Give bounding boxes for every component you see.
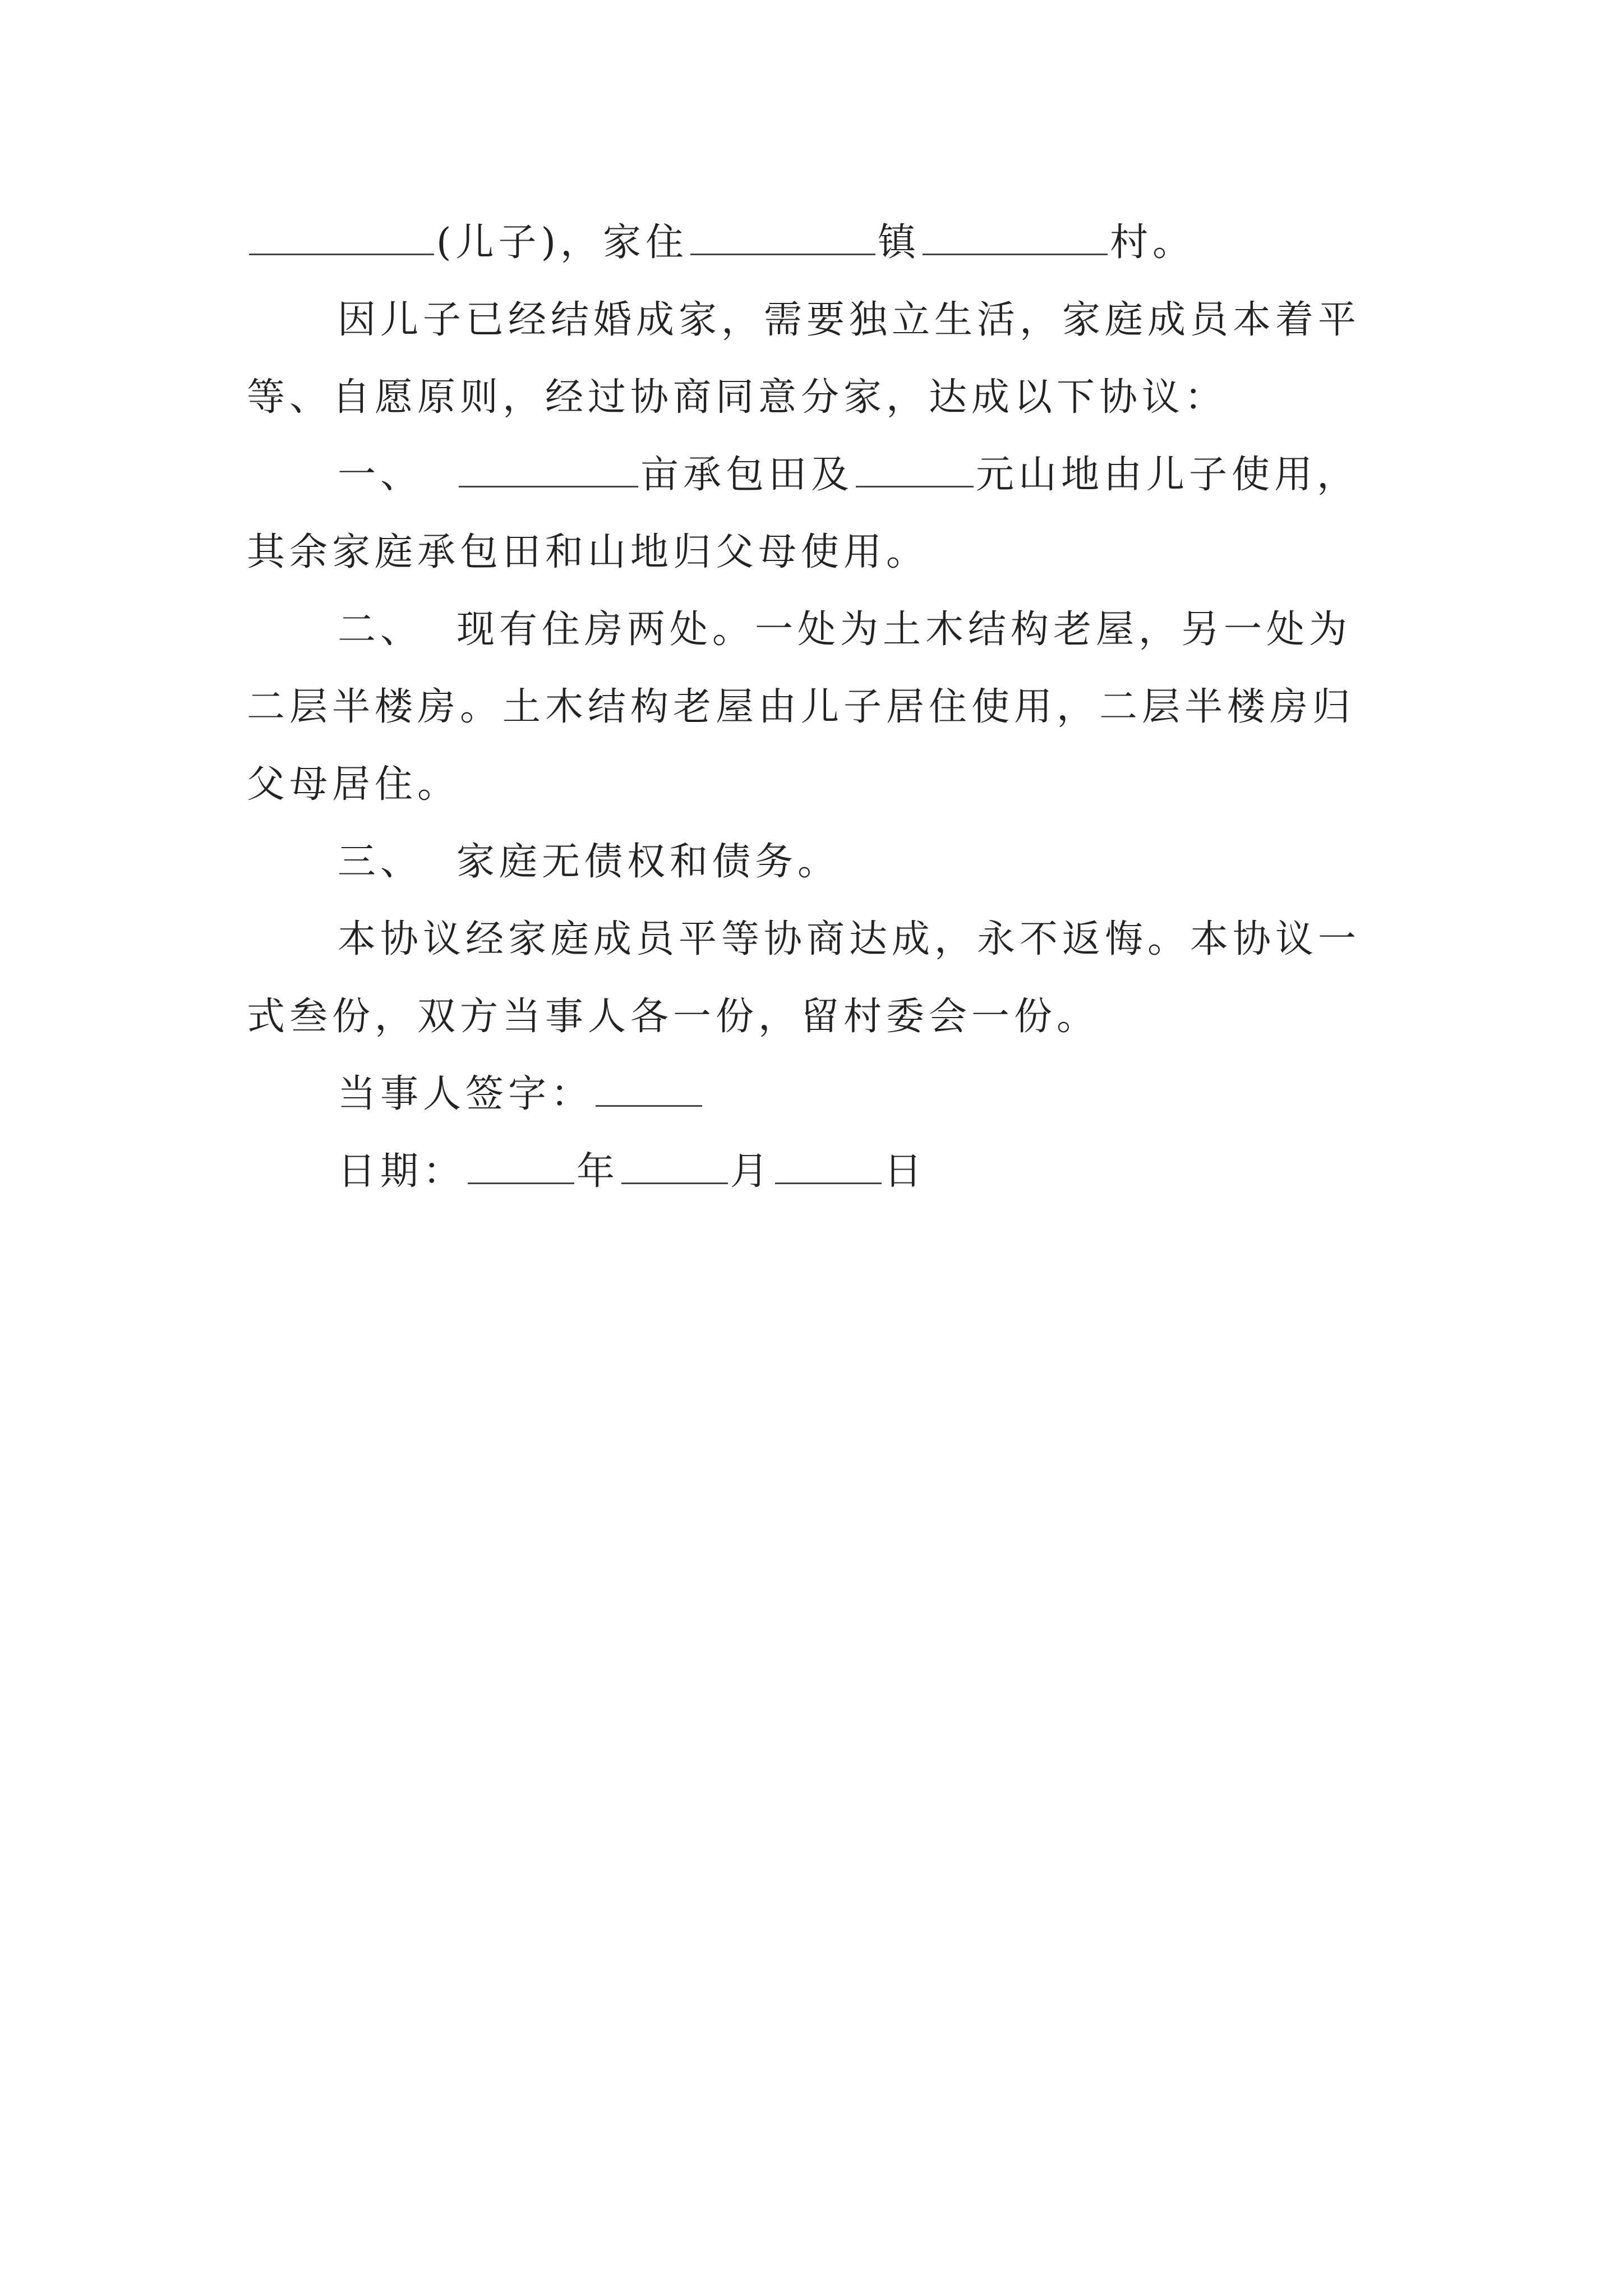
- agreement-body: [247, 204, 1391, 1211]
- item-2-line-1: [247, 591, 1391, 669]
- item-3-text: 家庭无债权和债务。: [457, 840, 841, 884]
- village-blank: [923, 220, 1108, 255]
- son-name-blank: [249, 220, 434, 255]
- item-3-line: [247, 823, 1391, 901]
- item-2-line-2: 二层半楼房。土木结构老屋由儿子居住使用，二层半楼房归: [247, 685, 1355, 729]
- date-label: 日期：: [338, 1149, 466, 1194]
- son-residence-line: [247, 204, 1391, 282]
- year-blank: [468, 1149, 574, 1184]
- item-1-line-2: 其余家庭承包田和山地归父母使用。: [247, 530, 929, 574]
- item-1-text-a: 亩承包田及: [640, 453, 854, 497]
- item-3-number: 三、: [338, 840, 423, 884]
- day-label: 日: [884, 1149, 927, 1194]
- preamble-line-1: 因儿子已经结婚成家，需要独立生活，家庭成员本着平: [338, 298, 1361, 342]
- closing-line-1: 本协议经家庭成员平等协商达成，永不返悔。本协议一: [338, 917, 1361, 961]
- son-residence-text-a: (儿子)，家住: [436, 220, 689, 265]
- mountain-land-blank: [856, 452, 974, 487]
- item-1-number: 一、: [338, 453, 423, 497]
- signature-line: [247, 1056, 1391, 1133]
- item-2-text: 现有住房两处。一处为土木结构老屋，另一处为: [457, 608, 1352, 652]
- item-2-number: 二、: [338, 608, 423, 652]
- month-label: 月: [730, 1149, 773, 1194]
- day-blank: [775, 1149, 882, 1184]
- closing-line-2: 式叁份，双方当事人各一份，留村委会一份。: [247, 995, 1100, 1039]
- signature-label: 当事人签字：: [338, 1072, 594, 1116]
- town-blank: [690, 220, 875, 255]
- year-label: 年: [577, 1149, 620, 1194]
- preamble-line-2: 等、自愿原则，经过协商同意分家，达成以下协议：: [247, 375, 1228, 420]
- item-1-text-b: 元山地由儿子使用，: [976, 453, 1360, 497]
- son-residence-text-b: 镇: [878, 220, 921, 265]
- item-1-line-1: [247, 436, 1391, 514]
- month-blank: [621, 1149, 728, 1184]
- item-2-line-3: 父母居住。: [247, 762, 460, 807]
- date-line: [247, 1133, 1391, 1211]
- signature-blank: [596, 1071, 702, 1107]
- son-residence-text-c: 村。: [1110, 220, 1196, 265]
- farmland-area-blank: [459, 452, 638, 487]
